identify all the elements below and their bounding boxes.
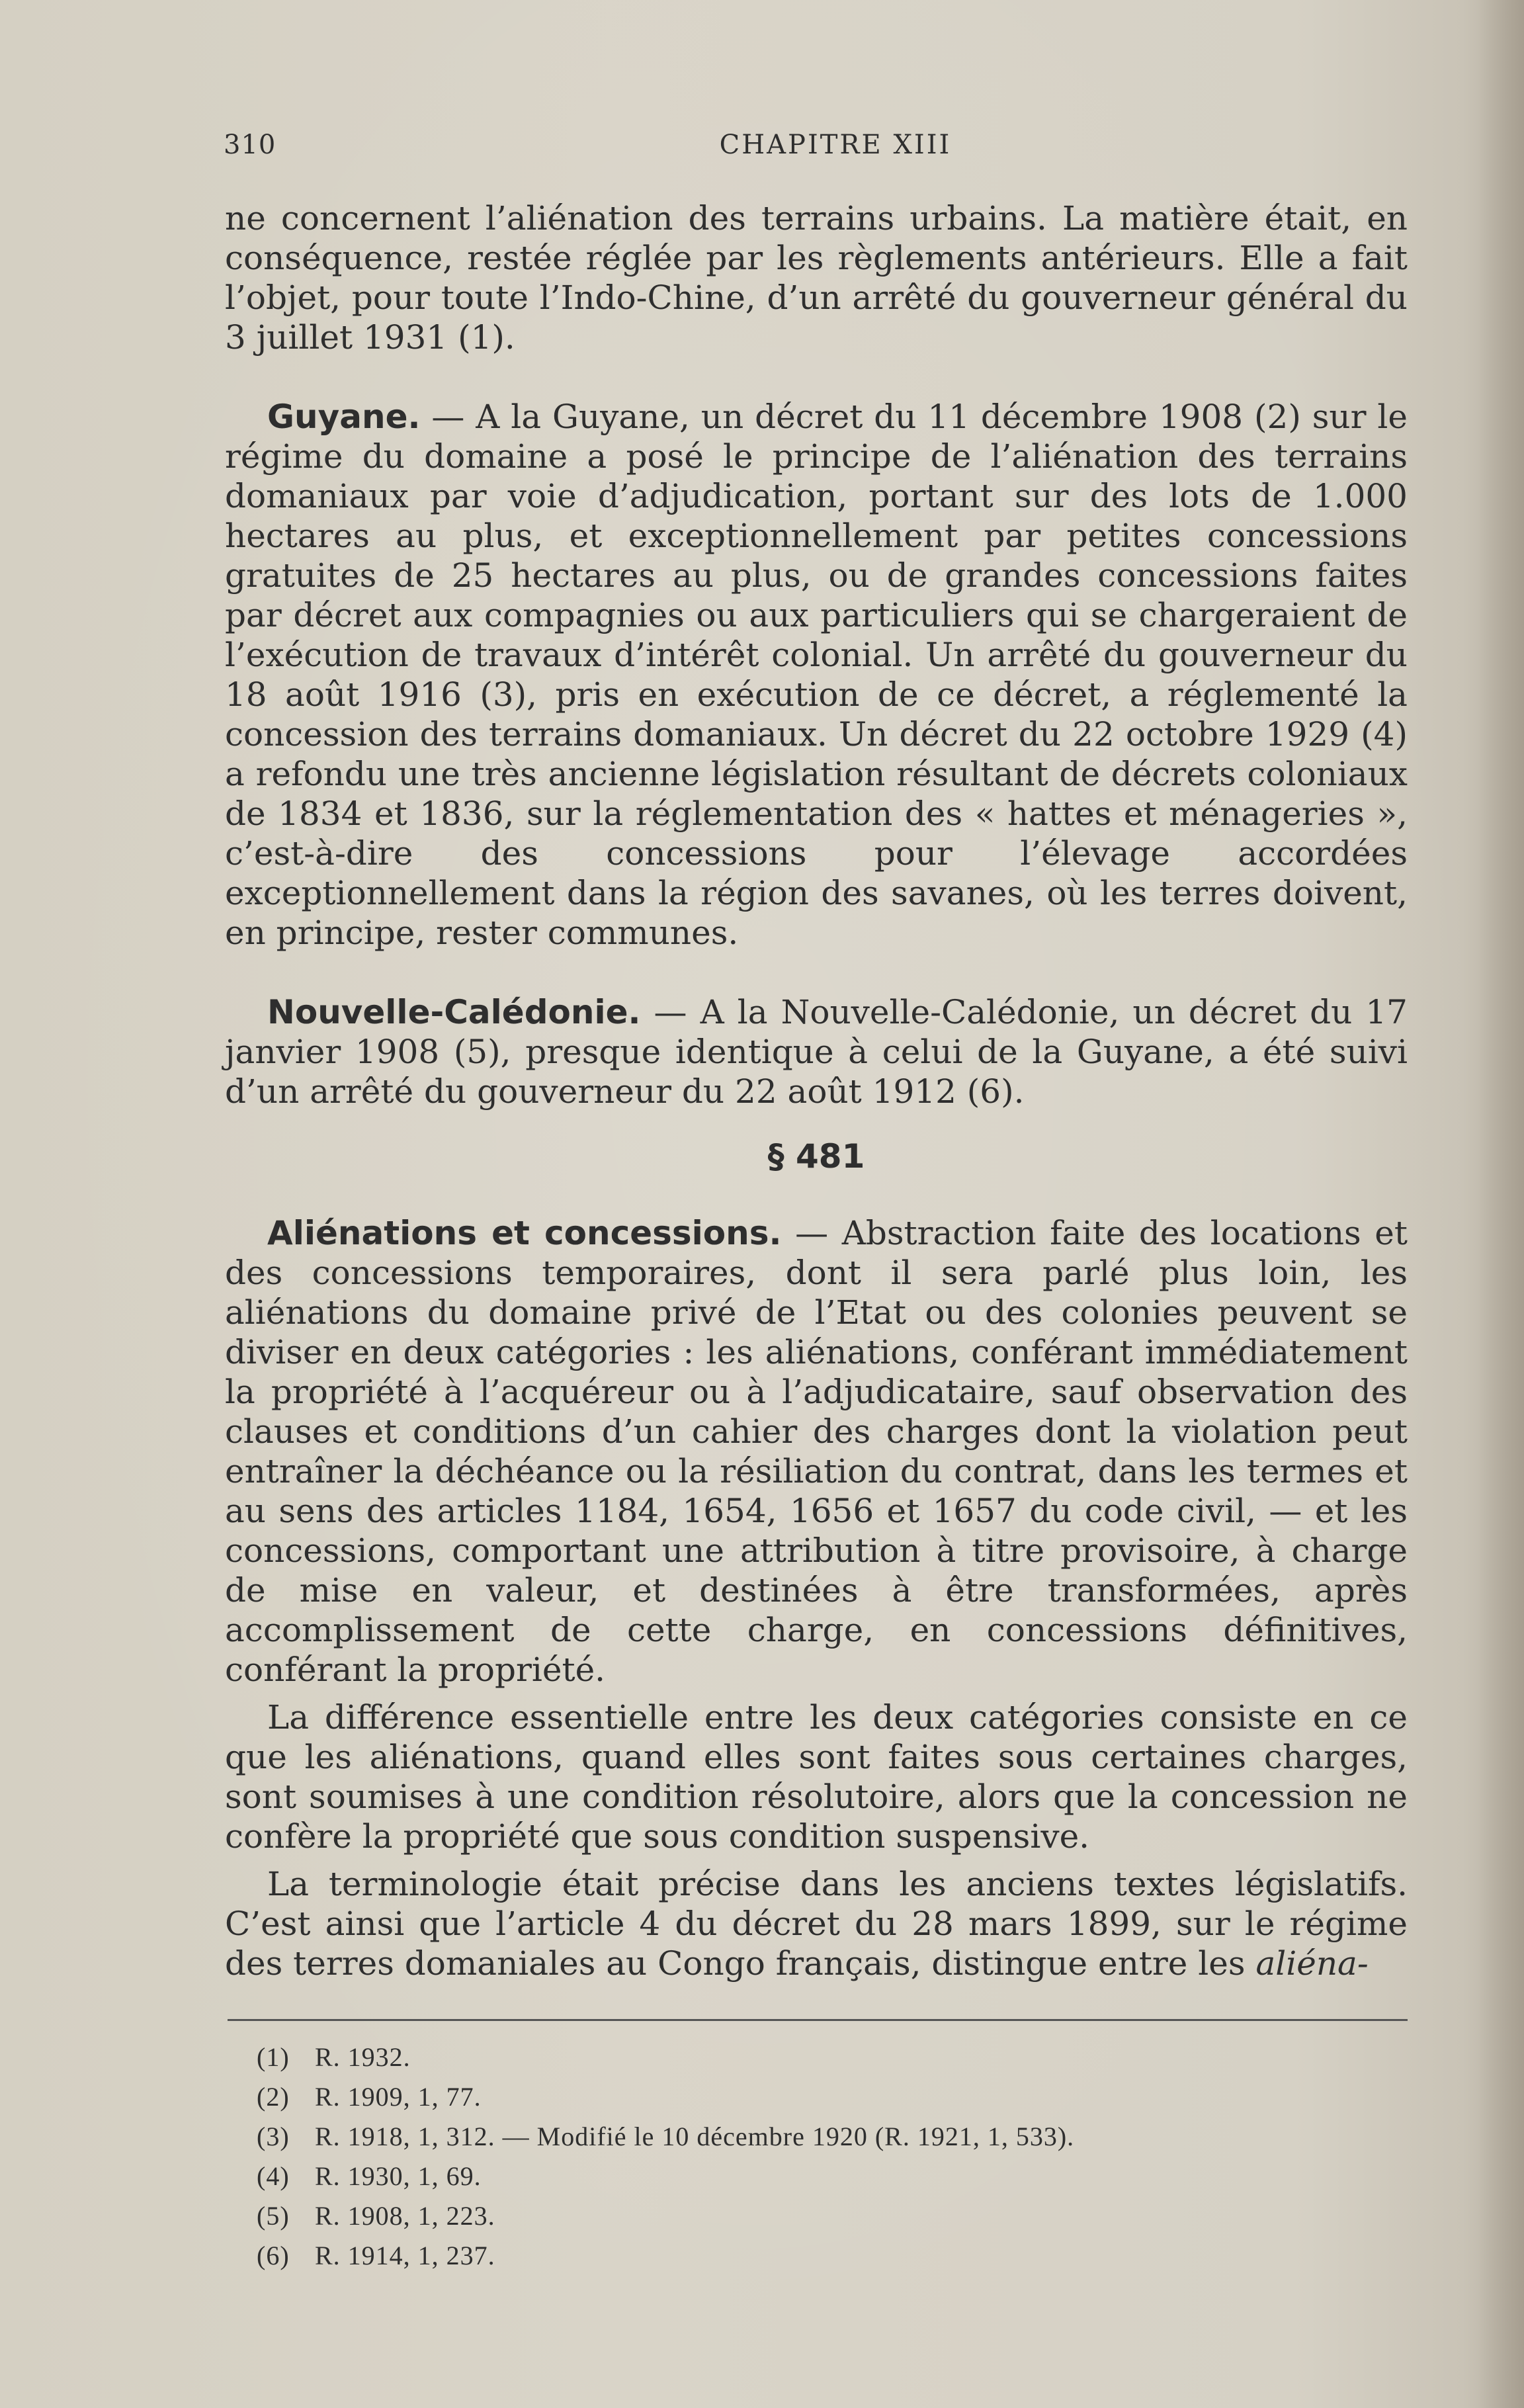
paragraph-difference xyxy=(225,1698,1408,1856)
page-number: 310 xyxy=(224,130,276,160)
footnote xyxy=(257,2196,1408,2236)
footnote-number: (6) xyxy=(257,2241,290,2270)
footnote xyxy=(257,2117,1408,2157)
paragraph-heading: Aliénations et concessions. xyxy=(267,1214,782,1252)
footnote-text: R. 1908, 1, 223. xyxy=(315,2201,495,2231)
paragraph-text: — A la Nouvelle-Calédonie, un décret du 17 janvier 1908 (5), presque identique à celui de la Guyane, a été suivi d’un arrêté du gouverneur du 22 août 1912 (6). xyxy=(225,993,1408,1111)
paragraph-alienations xyxy=(225,1213,1408,1690)
paragraph-nouvelle-caledonie xyxy=(225,992,1408,1111)
footnotes xyxy=(257,2038,1408,2276)
footnote-rule xyxy=(228,2019,1408,2021)
footnote-number: (3) xyxy=(257,2122,290,2151)
section-heading: § 481 xyxy=(767,1137,865,1176)
paragraph-heading: Guyane. xyxy=(267,398,421,436)
paragraph-terminologie xyxy=(225,1864,1408,1983)
chapter-title: CHAPITRE XIII xyxy=(719,130,952,160)
footnote-number: (4) xyxy=(257,2161,290,2191)
footnote xyxy=(257,2077,1408,2117)
footnote-number: (2) xyxy=(257,2082,290,2112)
paragraph-text: — Abstraction faite des locations et des concessions temporaires, dont il sera parlé plus loin, les aliénations du domaine privé de l’Etat ou des colonies peuvent se diviser en deux catégories : les aliénations, conférant immédiatement la propriété à l’acquéreur ou à l’adjudicataire, sauf observation des clauses et conditions d’un cahier des charges dont la violation peut entraîner la déchéance ou la résiliation du contrat, dans les termes et au sens des articles 1184, 1654, 1656 et 1657 du code civil, — et les concessions, comportant une attribution à titre provisoire, à charge de mise en valeur, et destinées à être transformées, après accomplissement de cette charge, en concessions définitives, conférant la propriété. xyxy=(225,1214,1408,1689)
footnote-number: (5) xyxy=(257,2201,290,2231)
running-head xyxy=(224,130,1408,169)
body-text xyxy=(225,198,1408,1983)
footnote xyxy=(257,2038,1408,2077)
italic-word: aliéna- xyxy=(1255,1944,1369,1983)
footnote-text: R. 1909, 1, 77. xyxy=(315,2082,482,2112)
paragraph-text: La terminologie était précise dans les anciens textes législatifs. C’est ainsi que l’article 4 du décret du 28 mars 1899, sur le régime des terres domaniales au Congo français, distingue entre les xyxy=(225,1865,1408,1983)
paragraph-text: La différence essentielle entre les deux catégories consiste en ce que les aliénations, quand elles sont faites sous certaines charges, sont soumises à une condition résolutoire, alors que la concession ne confère la propriété que sous condition suspensive. xyxy=(225,1698,1408,1856)
paragraph-heading: Nouvelle-Calédonie. xyxy=(267,993,641,1031)
footnote-text: R. 1930, 1, 69. xyxy=(315,2161,482,2191)
footnote-number: (1) xyxy=(257,2042,290,2072)
paragraph-text: ne concernent l’aliénation des terrains urbains. La matière était, en conséquence, restée réglée par les règlements antérieurs. Elle a fait l’objet, pour toute l’Indo-Chine, d’un arrêté du gouverneur général du 3 juillet 1931 (1). xyxy=(225,199,1408,357)
footnote-text: R. 1932. xyxy=(315,2042,411,2072)
footnote-text: R. 1914, 1, 237. xyxy=(315,2241,495,2270)
paragraph-text: — A la Guyane, un décret du 11 décembre 1908 (2) sur le régime du domaine a posé le principe de l’aliénation des terrains domaniaux par voie d’adjudication, portant sur des lots de 1.000 hectares au plus, et exceptionnellement par petites concessions gratuites de 25 hectares au plus, ou de grandes concessions faites par décret aux compagnies ou aux particuliers qui se chargeraient de l’exécution de travaux d’intérêt colonial. Un arrêté du gouverneur du 18 août 1916 (3), pris en exécution de ce décret, a réglementé la concession des terrains domaniaux. Un décret du 22 octobre 1929 (4) a refondu une très ancienne législation résultant de décrets coloniaux de 1834 et 1836, sur la réglementation des « hattes et ménageries », c’est-à-dire des concessions pour l’élevage accordées exceptionnellement dans la région des savanes, où les terres doivent, en principe, rester communes. xyxy=(225,398,1408,952)
footnote xyxy=(257,2236,1408,2276)
page-edge-shadow xyxy=(1478,0,1524,2408)
footnote-text: R. 1918, 1, 312. — Modifié le 10 décembre 1920 (R. 1921, 1, 533). xyxy=(315,2122,1075,2151)
paragraph-guyane xyxy=(225,397,1408,953)
footnote xyxy=(257,2157,1408,2196)
paragraph-continued xyxy=(225,198,1408,357)
